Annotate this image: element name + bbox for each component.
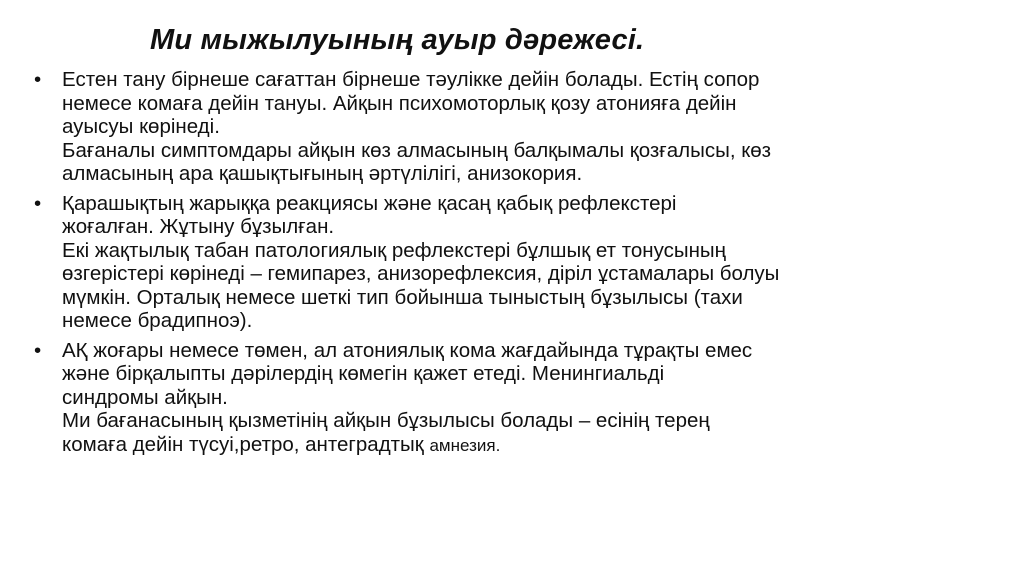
bullet-line: синдромы айқын. (62, 385, 228, 409)
bullet-line: Ми бағанасының қызметінің айқын бұзылысы болады – есінің терең (62, 409, 710, 432)
bullet-line-small-text: амнезия. (429, 435, 501, 455)
bullet-line: немесе брадипноэ). (62, 309, 253, 332)
bullet-line: мүмкін. Орталық немесе шеткі тип бойынша тыныстың бұзылысы (тахи (62, 285, 743, 309)
bullet-line: және бірқалыпты дәрілердің көмегін қажет етеді. Менингиальді (62, 362, 665, 385)
bullet-item (34, 68, 994, 186)
bullet-line: Бағаналы симптомдары айқын көз алмасының балқымалы қозғалысы, көз (62, 138, 772, 162)
bullet-line: өзгерістері көрінеді – гемипарез, анизорефлексия, діріл ұстамалары болуы (62, 262, 780, 285)
bullet-dot: • (34, 338, 42, 362)
bullet-dot: • (34, 191, 42, 215)
bullet-line: Қарашықтың жарыққа реакциясы және қасаң қабық рефлекстері (62, 191, 677, 215)
bullet-line: алмасының ара қашықтығының әртүлілігі, анизокория. (62, 162, 583, 185)
bullet-line: АҚ жоғары немесе төмен, ал атониялық кома жағдайында тұрақты емес (62, 338, 753, 362)
bullet-item (34, 192, 994, 333)
bullet-item (34, 339, 994, 458)
bullet-line: Екі жақтылық табан патологиялық рефлекстері бұлшық ет тонусының (62, 238, 726, 262)
bullet-dot: • (34, 68, 42, 91)
slide-title: Ми мыжылуының ауыр дәрежесі. (150, 24, 645, 56)
bullet-line: жоғалған. Жұтыну бұзылған. (62, 215, 335, 238)
bullet-line-last (62, 433, 994, 458)
bullet-line: ауысуы көрінеді. (62, 115, 220, 138)
bullet-line: Естен тану бірнеше сағаттан бірнеше тәулікке дейін болады. Естің сопор (62, 68, 760, 91)
bullet-list (34, 68, 994, 463)
bullet-line-text: комаға дейін түсуі,ретро, антеградтық (62, 432, 430, 456)
bullet-line: немесе комаға дейін тануы. Айқын психомоторлық қозу атонияға дейін (62, 91, 737, 115)
